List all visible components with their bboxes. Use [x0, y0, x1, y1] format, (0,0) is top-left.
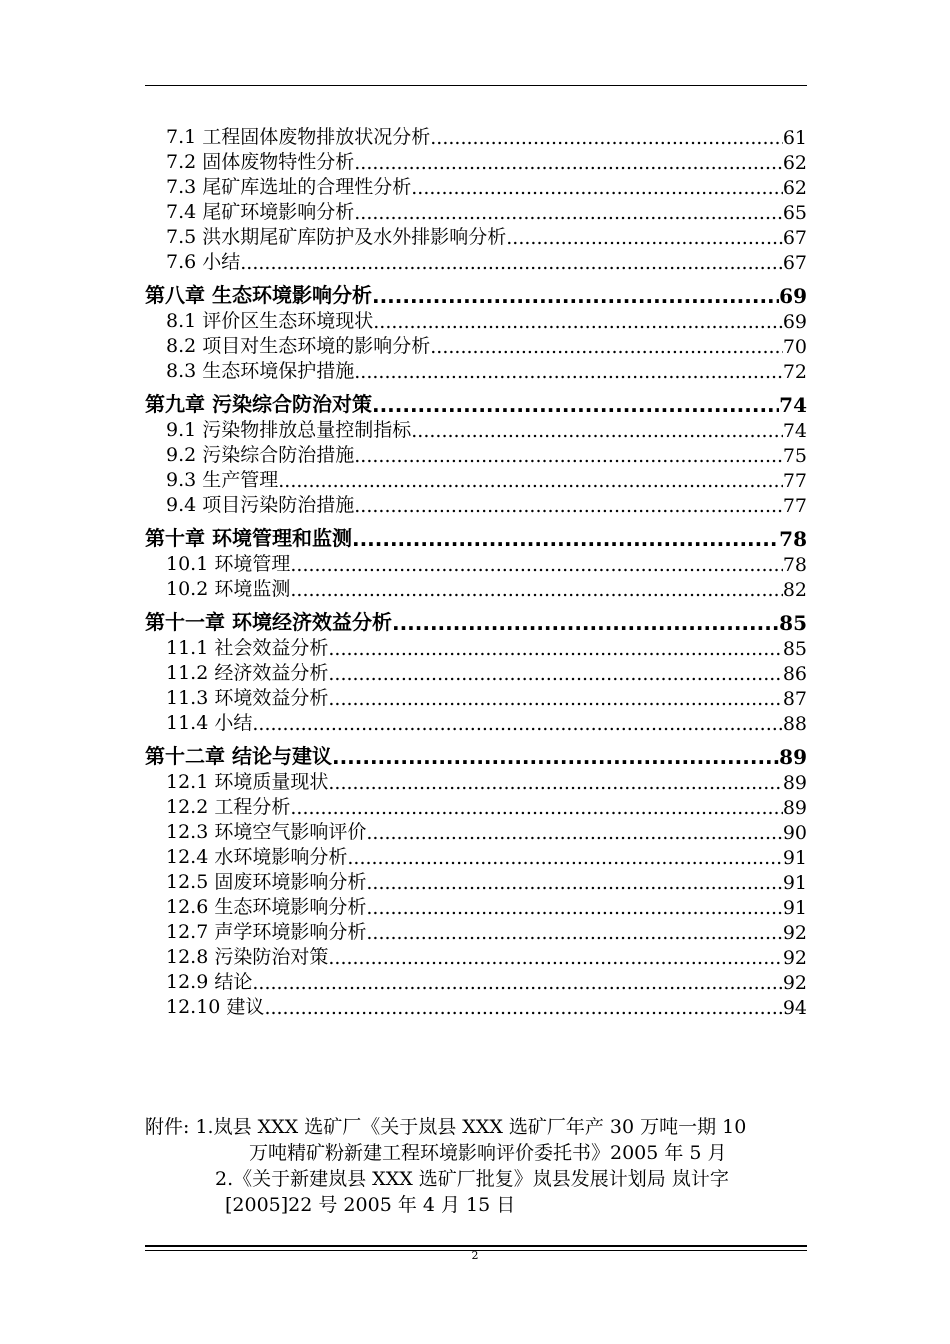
toc-entry-label: 12.10 建议 [166, 996, 265, 1018]
toc-section-entry[interactable] [145, 710, 807, 735]
toc-page-number: 89 [779, 745, 807, 769]
toc-page-number: 65 [782, 202, 807, 224]
toc-page-number: 90 [782, 822, 807, 844]
toc-section-entry[interactable] [145, 174, 807, 199]
toc-page-number: 85 [782, 638, 807, 660]
toc-section-entry[interactable] [145, 442, 807, 467]
toc-entry-label: 10.1 环境管理 [166, 553, 291, 575]
toc-dot-leader [354, 152, 783, 174]
toc-entry-label: 第十章 环境管理和监测 [145, 526, 352, 550]
toc-page-number: 92 [782, 972, 807, 994]
toc-page-number: 91 [782, 872, 807, 894]
toc-entry-label: 第九章 污染综合防治对策 [145, 392, 372, 416]
toc-dot-leader [328, 638, 782, 660]
toc-section-entry[interactable] [145, 492, 807, 517]
toc-dot-leader [264, 997, 782, 1019]
toc-dot-leader [328, 688, 782, 710]
toc-page-number: 62 [782, 177, 807, 199]
toc-dot-leader [354, 495, 783, 517]
toc-section-entry[interactable] [145, 894, 807, 919]
toc-page-number: 88 [782, 713, 807, 735]
toc-page-number: 75 [782, 445, 807, 467]
toc-page-number: 74 [779, 393, 807, 417]
toc-dot-leader [430, 336, 783, 358]
toc-entry-label: 12.4 水环境影响分析 [166, 846, 348, 868]
toc-dot-leader [240, 252, 783, 274]
toc-page-number: 86 [782, 663, 807, 685]
toc-dot-leader [352, 527, 779, 551]
toc-dot-leader [354, 202, 783, 224]
toc-entry-label: 12.6 生态环境影响分析 [166, 896, 367, 918]
toc-dot-leader [278, 470, 783, 492]
toc-page-number: 77 [782, 470, 807, 492]
toc-dot-leader [372, 284, 779, 308]
toc-page-number: 67 [782, 252, 807, 274]
table-of-contents [145, 124, 807, 1019]
toc-dot-leader [332, 745, 779, 769]
toc-entry-label: 9.1 污染物排放总量控制指标 [166, 419, 412, 441]
toc-page-number: 77 [782, 495, 807, 517]
toc-section-entry[interactable] [145, 994, 807, 1019]
toc-dot-leader [290, 797, 782, 819]
toc-section-entry[interactable] [145, 358, 807, 383]
toc-entry-label: 11.4 小结 [166, 712, 253, 734]
toc-dot-leader [366, 822, 782, 844]
toc-dot-leader [354, 445, 783, 467]
toc-dot-leader [430, 127, 783, 149]
toc-dot-leader [506, 227, 783, 249]
toc-page-number: 92 [782, 947, 807, 969]
toc-section-entry[interactable] [145, 635, 807, 660]
toc-entry-label: 8.2 项目对生态环境的影响分析 [166, 335, 431, 357]
toc-dot-leader [354, 361, 783, 383]
toc-entry-label: 第十一章 环境经济效益分析 [145, 610, 392, 634]
toc-entry-label: 12.8 污染防治对策 [166, 946, 329, 968]
toc-page-number: 89 [782, 797, 807, 819]
toc-entry-label: 8.1 评价区生态环境现状 [166, 310, 374, 332]
toc-chapter-entry[interactable] [145, 735, 807, 769]
toc-entry-label: 9.3 生产管理 [166, 469, 279, 491]
toc-dot-leader [373, 311, 783, 333]
toc-section-entry[interactable] [145, 124, 807, 149]
toc-entry-label: 11.2 经济效益分析 [166, 662, 329, 684]
toc-entry-label: 11.3 环境效益分析 [166, 687, 329, 709]
toc-chapter-entry[interactable] [145, 517, 807, 551]
toc-entry-label: 9.4 项目污染防治措施 [166, 494, 355, 516]
toc-page-number: 69 [779, 284, 807, 308]
toc-entry-label: 7.5 洪水期尾矿库防护及水外排影响分析 [166, 226, 507, 248]
toc-section-entry[interactable] [145, 685, 807, 710]
toc-dot-leader [252, 713, 782, 735]
toc-section-entry[interactable] [145, 919, 807, 944]
toc-page-number: 87 [782, 688, 807, 710]
toc-chapter-entry[interactable] [145, 274, 807, 308]
toc-section-entry[interactable] [145, 249, 807, 274]
toc-dot-leader [328, 772, 782, 794]
toc-page-number: 89 [782, 772, 807, 794]
toc-section-entry[interactable] [145, 576, 807, 601]
toc-section-entry[interactable] [145, 333, 807, 358]
toc-entry-label: 12.1 环境质量现状 [166, 771, 329, 793]
toc-page-number: 91 [782, 897, 807, 919]
toc-page-number: 69 [782, 311, 807, 333]
toc-entry-label: 7.4 尾矿环境影响分析 [166, 201, 355, 223]
toc-section-entry[interactable] [145, 467, 807, 492]
toc-section-entry[interactable] [145, 660, 807, 685]
toc-page-number: 70 [782, 336, 807, 358]
toc-dot-leader [411, 177, 783, 199]
toc-entry-label: 12.2 工程分析 [166, 796, 291, 818]
toc-entry-label: 7.6 小结 [166, 251, 241, 273]
footer-rule [145, 1245, 807, 1247]
toc-section-entry[interactable] [145, 869, 807, 894]
toc-entry-label: 12.9 结论 [166, 971, 253, 993]
toc-section-entry[interactable] [145, 844, 807, 869]
toc-page-number: 78 [779, 527, 807, 551]
toc-entry-label: 7.2 固体废物特性分析 [166, 151, 355, 173]
toc-page-number: 61 [782, 127, 807, 149]
toc-dot-leader [392, 611, 779, 635]
toc-section-entry[interactable] [145, 769, 807, 794]
toc-section-entry[interactable] [145, 417, 807, 442]
toc-entry-label: 12.5 固废环境影响分析 [166, 871, 367, 893]
toc-dot-leader [411, 420, 783, 442]
toc-section-entry[interactable] [145, 149, 807, 174]
page-number: 2 [471, 1249, 479, 1262]
toc-entry-label: 第十二章 结论与建议 [145, 744, 332, 768]
toc-entry-label: 12.7 声学环境影响分析 [166, 921, 367, 943]
toc-section-entry[interactable] [145, 794, 807, 819]
toc-entry-label: 第八章 生态环境影响分析 [145, 283, 372, 307]
toc-page-number: 74 [782, 420, 807, 442]
toc-section-entry[interactable] [145, 969, 807, 994]
toc-dot-leader [328, 947, 782, 969]
toc-entry-label: 12.3 环境空气影响评价 [166, 821, 367, 843]
toc-section-entry[interactable] [145, 308, 807, 333]
annex-line-2: 万吨精矿粉新建工程环境影响评价委托书》2005 年 5 月 [249, 1142, 727, 1164]
toc-section-entry[interactable] [145, 819, 807, 844]
header-rule [145, 85, 807, 86]
annex-line-3: 2.《关于新建岚县 XXX 选矿厂批复》岚县发展计划局 岚计字 [215, 1168, 729, 1190]
toc-section-entry[interactable] [145, 551, 807, 576]
toc-entry-label: 11.1 社会效益分析 [166, 637, 329, 659]
toc-dot-leader [372, 393, 779, 417]
annex-section [145, 1114, 807, 1218]
annex-line-4: [2005]22 号 2005 年 4 月 15 日 [225, 1194, 516, 1216]
annex-line-1: 附件: 1.岚县 XXX 选矿厂《关于岚县 XXX 选矿厂年产 30 万吨一期 10 [145, 1116, 747, 1138]
toc-entry-label: 8.3 生态环境保护措施 [166, 360, 355, 382]
toc-dot-leader [290, 579, 782, 601]
toc-entry-label: 9.2 污染综合防治措施 [166, 444, 355, 466]
toc-page-number: 85 [779, 611, 807, 635]
toc-entry-label: 10.2 环境监测 [166, 578, 291, 600]
toc-dot-leader [366, 872, 782, 894]
toc-section-entry[interactable] [145, 224, 807, 249]
toc-entry-label: 7.3 尾矿库选址的合理性分析 [166, 176, 412, 198]
toc-page-number: 72 [782, 361, 807, 383]
toc-page-number: 78 [782, 554, 807, 576]
toc-dot-leader [366, 922, 782, 944]
toc-page-number: 62 [782, 152, 807, 174]
toc-entry-label: 7.1 工程固体废物排放状况分析 [166, 126, 431, 148]
toc-dot-leader [252, 972, 782, 994]
toc-section-entry[interactable] [145, 944, 807, 969]
toc-chapter-entry[interactable] [145, 383, 807, 417]
toc-dot-leader [290, 554, 782, 576]
toc-page-number: 82 [782, 579, 807, 601]
toc-page-number: 67 [782, 227, 807, 249]
toc-dot-leader [366, 897, 782, 919]
toc-page-number: 92 [782, 922, 807, 944]
toc-section-entry[interactable] [145, 199, 807, 224]
toc-page-number: 91 [782, 847, 807, 869]
toc-dot-leader [328, 663, 782, 685]
toc-page-number: 94 [782, 997, 807, 1019]
toc-dot-leader [347, 847, 782, 869]
toc-chapter-entry[interactable] [145, 601, 807, 635]
